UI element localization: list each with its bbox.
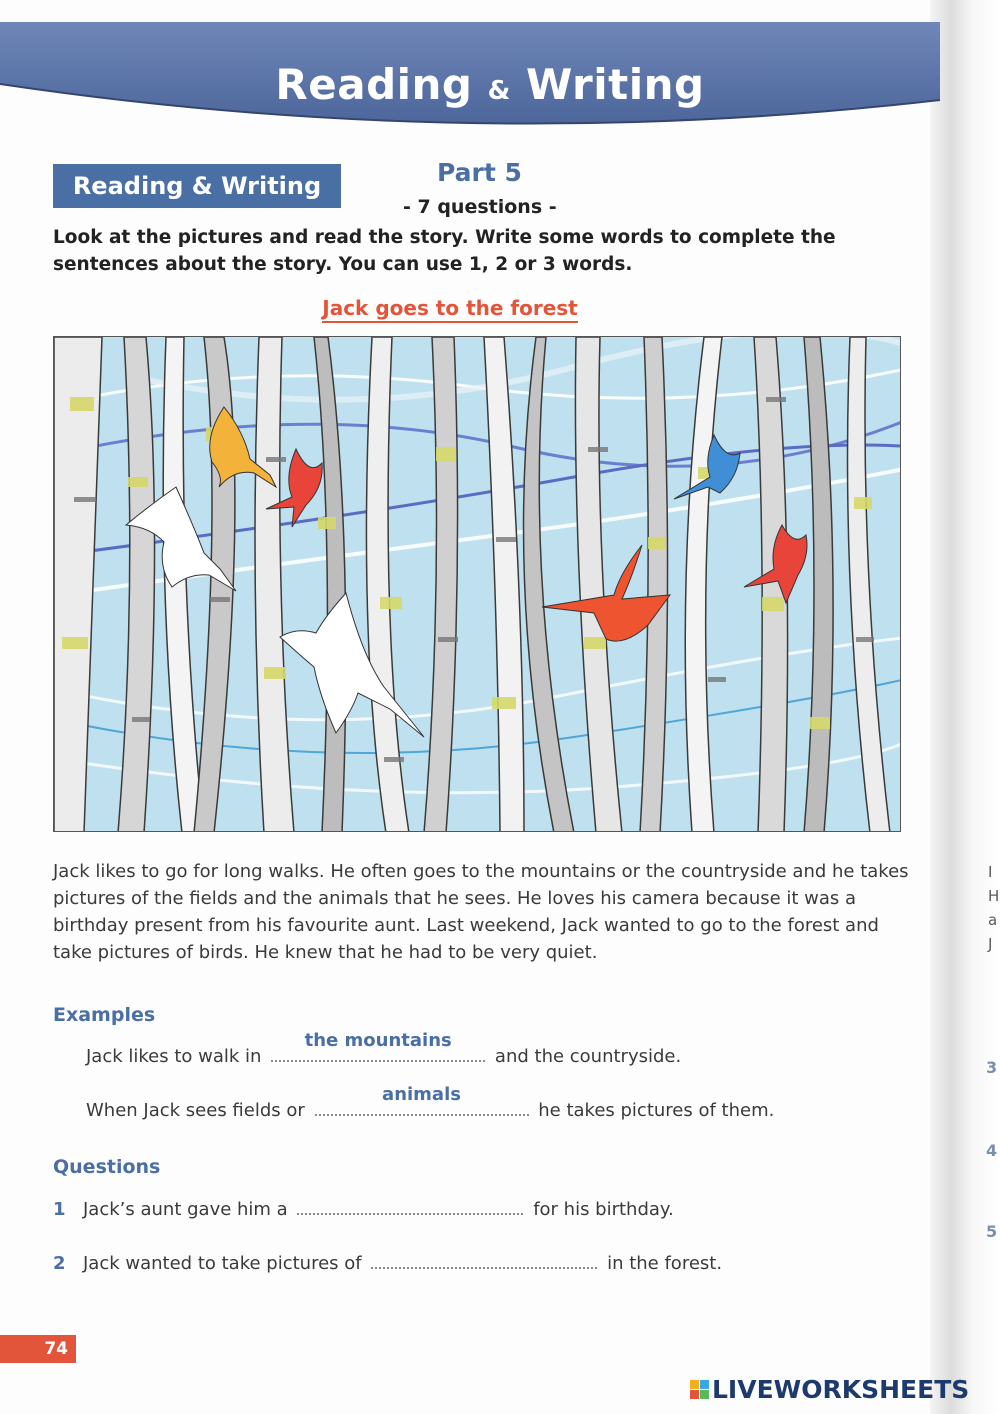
right-page-number: 5 bbox=[986, 1222, 998, 1241]
example-2-blank[interactable] bbox=[315, 1084, 529, 1116]
question-line-1 bbox=[53, 1193, 674, 1220]
story-title bbox=[0, 296, 900, 320]
right-page-letter: I bbox=[988, 863, 993, 881]
example-2-after: he takes pictures of them. bbox=[538, 1100, 775, 1121]
section-label: Reading & Writing bbox=[53, 164, 341, 208]
birch-forest-image bbox=[54, 337, 901, 832]
right-page-letter: J bbox=[988, 935, 993, 953]
example-1-after: and the countryside. bbox=[494, 1046, 682, 1067]
story-text: Jack likes to go for long walks. He often goes to the mountains or the countryside and he takes pictures of the fields and the animals that he sees. He loves his camera because it was a birthday present from his favourite aunt. Last weekend, Jack wanted to go to the forest and take pictures of birds. He knew that he had to be very quiet. bbox=[53, 861, 909, 963]
example-1-blank[interactable] bbox=[271, 1030, 485, 1062]
example-2-answer: animals bbox=[382, 1084, 461, 1105]
part-title: Part 5 bbox=[437, 158, 522, 187]
question-2-number: 2 bbox=[53, 1253, 66, 1274]
question-line-2 bbox=[53, 1247, 722, 1274]
right-page-letter: a bbox=[988, 911, 998, 929]
right-page-number: 3 bbox=[986, 1058, 998, 1077]
question-2-before: Jack wanted to take pictures of bbox=[83, 1253, 362, 1274]
liveworksheets-logo-icon bbox=[690, 1380, 709, 1399]
example-line-1 bbox=[86, 1030, 682, 1067]
question-2-after: in the forest. bbox=[607, 1253, 723, 1274]
right-page-number: 4 bbox=[986, 1141, 998, 1160]
question-1-number: 1 bbox=[53, 1199, 66, 1220]
header-title-right: Writing bbox=[525, 60, 705, 109]
header-title-amp: & bbox=[487, 76, 511, 106]
right-page-letter: H bbox=[988, 887, 1000, 905]
watermark-text: LIVEWORKSHEETS bbox=[712, 1374, 970, 1404]
questions-heading: Questions bbox=[53, 1156, 161, 1178]
header-title-left: Reading bbox=[275, 60, 473, 109]
example-1-before: Jack likes to walk in bbox=[86, 1046, 262, 1067]
instructions: Look at the pictures and read the story. Write some words to complete the sentences about the story. You can use 1, 2 or 3 words. bbox=[53, 227, 836, 275]
liveworksheets-watermark bbox=[690, 1374, 990, 1404]
example-1-answer: the mountains bbox=[304, 1030, 452, 1051]
examples-heading: Examples bbox=[53, 1004, 156, 1026]
question-1-blank[interactable] bbox=[297, 1193, 523, 1215]
story-title-text: Jack goes to the forest bbox=[322, 296, 577, 323]
part-subtitle: - 7 questions - bbox=[403, 196, 557, 218]
story-illustration bbox=[53, 336, 901, 832]
right-page-gutter bbox=[930, 0, 1000, 1414]
right-page-letters bbox=[988, 860, 1000, 956]
example-line-2 bbox=[86, 1084, 775, 1121]
example-2-before: When Jack sees fields or bbox=[86, 1100, 305, 1121]
question-2-blank[interactable] bbox=[371, 1247, 597, 1269]
page-number: 74 bbox=[0, 1335, 76, 1363]
question-1-before: Jack’s aunt gave him a bbox=[83, 1199, 288, 1220]
question-1-after: for his birthday. bbox=[533, 1199, 674, 1220]
header-title bbox=[0, 60, 980, 109]
